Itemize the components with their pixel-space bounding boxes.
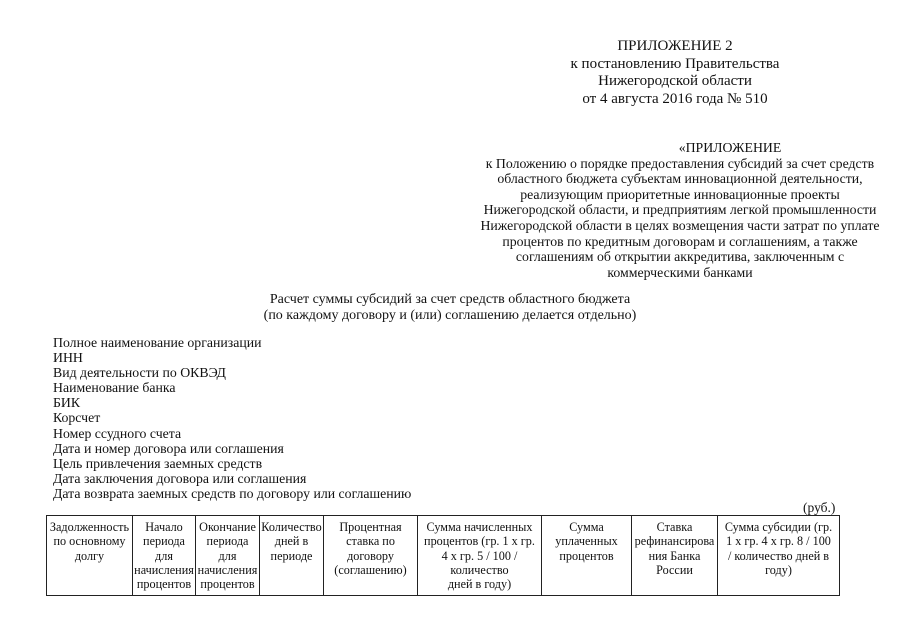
column-header-line: процентов (гр. 1 х гр. bbox=[424, 534, 535, 549]
organization-fields bbox=[53, 335, 411, 501]
field-label-repayment-date: Дата возврата заемных средств по договору или соглашению bbox=[53, 485, 412, 501]
annex-line: Нижегородской области bbox=[598, 73, 752, 89]
column-header-line: 4 х гр. 5 / 100 / bbox=[441, 548, 518, 563]
field-label-contract-date: Дата заключения договора или соглашения bbox=[53, 470, 307, 486]
position-header bbox=[470, 140, 890, 280]
field-label-loan-purpose: Цель привлечения заемных средств bbox=[53, 455, 263, 471]
column-header-line: Сумма начисленных bbox=[426, 520, 533, 534]
column-header-line: дней в bbox=[274, 534, 309, 549]
position-line: «ПРИЛОЖЕНИЕ bbox=[678, 140, 782, 155]
field-label-corr-account: Корсчет bbox=[53, 410, 101, 426]
column-header-line: начисления bbox=[134, 562, 194, 577]
column-header-line: Ставка bbox=[656, 520, 693, 534]
column-header-line: процентов bbox=[200, 577, 255, 592]
column-header-line: по основному bbox=[53, 534, 126, 549]
position-line: областного бюджета субъектам инновационной деятельности, bbox=[497, 171, 863, 187]
field-label-bik: БИК bbox=[53, 395, 81, 411]
column-header bbox=[196, 516, 260, 596]
column-header-line: периода для bbox=[143, 534, 185, 563]
annex-line: от 4 августа 2016 года № 510 bbox=[582, 90, 768, 107]
position-line: к Положению о порядке предоставления субсидий за счет средств bbox=[485, 155, 875, 171]
column-header-line: Окончание bbox=[199, 520, 256, 534]
column-header-line: уплаченных bbox=[555, 534, 618, 549]
field-label-loan-account: Номер ссудного счета bbox=[53, 425, 182, 441]
column-header bbox=[133, 516, 196, 596]
position-line: соглашениям об открытии аккредитива, заключенным с bbox=[515, 249, 845, 265]
column-header-line: количество bbox=[450, 562, 509, 577]
column-header bbox=[632, 516, 718, 596]
column-header-line: Количество bbox=[261, 520, 322, 534]
position-line: Нижегородской области в целях возмещения части затрат по уплате bbox=[480, 217, 880, 233]
column-header-line: Сумма субсидии (гр. bbox=[724, 520, 833, 534]
column-header-line: периоде bbox=[270, 548, 313, 563]
position-line: коммерческими банками bbox=[607, 264, 753, 280]
annex-line: к постановлению Правительства bbox=[570, 55, 780, 72]
currency-note: (руб.) bbox=[803, 500, 836, 515]
column-header-line: процентов bbox=[559, 548, 614, 563]
column-header-line: / количество дней в bbox=[727, 548, 830, 563]
position-line: Нижегородской области, и предприятиям легкой промышленности bbox=[483, 202, 877, 218]
column-header-line: процентов bbox=[136, 577, 192, 592]
position-line: процентов по кредитным договорам и соглашениям, а также bbox=[502, 233, 858, 249]
annex-line: ПРИЛОЖЕНИЕ 2 bbox=[617, 38, 733, 54]
field-label-org-name: Полное наименование организации bbox=[53, 335, 262, 350]
calculation-title-line: Расчет суммы субсидий за счет средств областного бюджета bbox=[269, 292, 631, 307]
column-header bbox=[542, 516, 632, 596]
column-header-line: 1 х гр. 4 х гр. 8 / 100 bbox=[726, 534, 831, 549]
column-header-line: году) bbox=[765, 562, 792, 577]
column-header-line: дней в году) bbox=[447, 577, 512, 592]
field-label-bank-name: Наименование банка bbox=[53, 380, 176, 396]
column-header-line: договору bbox=[347, 548, 394, 563]
column-header bbox=[418, 516, 542, 596]
field-label-inn: ИНН bbox=[53, 350, 83, 366]
column-header bbox=[260, 516, 324, 596]
column-header-line: ния Банка bbox=[648, 548, 701, 563]
column-header-line: долгу bbox=[74, 548, 105, 563]
column-header-line: ставка по bbox=[346, 534, 395, 549]
column-header bbox=[718, 516, 840, 596]
table-header-row bbox=[47, 516, 840, 596]
column-header-line: Процентная bbox=[339, 520, 402, 534]
column-header-line: Задолженность bbox=[49, 520, 130, 534]
column-header-line: периода для bbox=[206, 534, 249, 563]
position-line: реализующим приоритетные инновационные проекты bbox=[520, 186, 840, 202]
column-header-line: рефинансирова bbox=[634, 534, 715, 549]
field-label-okved: Вид деятельности по ОКВЭД bbox=[53, 365, 226, 381]
column-header bbox=[47, 516, 133, 596]
field-label-contract-date-number: Дата и номер договора или соглашения bbox=[53, 440, 284, 456]
column-header bbox=[324, 516, 418, 596]
column-header-line: начисления bbox=[197, 562, 258, 577]
calculation-title bbox=[240, 292, 660, 324]
column-header-line: Сумма bbox=[569, 520, 604, 534]
column-header-line: Начало bbox=[145, 520, 183, 534]
column-header-line: России bbox=[656, 562, 693, 577]
subsidy-calculation-table bbox=[46, 515, 840, 596]
calculation-subtitle-line: (по каждому договору и (или) соглашению делается отдельно) bbox=[263, 308, 637, 323]
column-header-line: (соглашению) bbox=[334, 562, 407, 577]
annex-header bbox=[560, 38, 790, 108]
